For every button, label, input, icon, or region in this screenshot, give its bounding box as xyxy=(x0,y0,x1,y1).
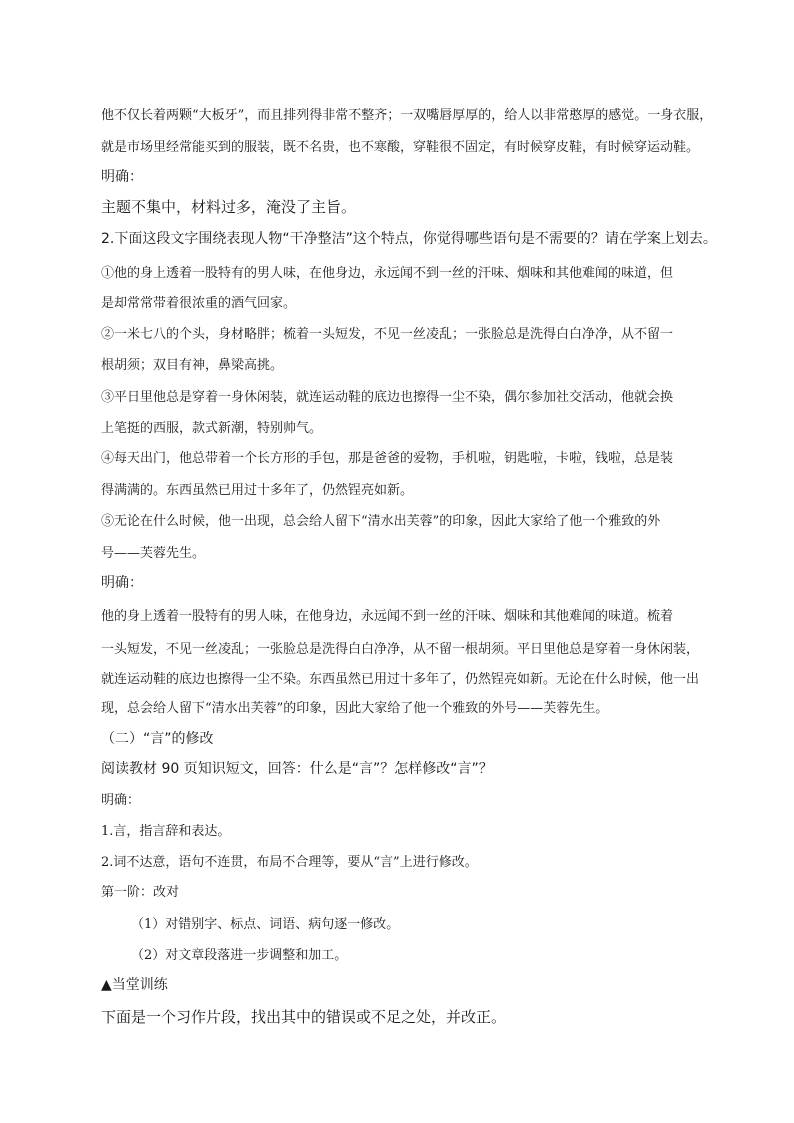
text-line: ③平日里他总是穿着一身休闲装，就连运动鞋的底边也擦得一尘不染，偶尔参加社交活动，他就会换 xyxy=(101,390,674,405)
text-line: 现，总会给人留下“清水出芙蓉”的印象，因此大家给了他一个雅致的外号——芙蓉先生。 xyxy=(101,701,609,716)
text-line: 就连运动鞋的底边也擦得一尘不染。东西虽然已用过十多年了，仍然锃亮如新。无论在什么时候，他一出 xyxy=(101,672,700,687)
answer-label: 明确： xyxy=(101,793,141,808)
text-line: ②一米七八的个头，身材略胖；梳着一头短发，不见一丝凌乱；一张脸总是洗得白白净净，从不留一 xyxy=(101,327,674,342)
list-item: （1）对错别字、标点、词语、病句逐一修改。 xyxy=(131,917,400,932)
text-line: 号——芙蓉先生。 xyxy=(101,546,206,561)
text-line: 根胡须；双目有神，鼻梁高挑。 xyxy=(101,358,284,373)
section-heading: ▲当堂训练 xyxy=(101,977,168,993)
text-line: 就是市场里经常能买到的服装，既不名贵，也不寒酸，穿鞋很不固定，有时候穿皮鞋，有时候穿运动鞋。 xyxy=(101,140,700,155)
answer-label: 明确： xyxy=(101,575,143,591)
question-line: 阅读教材 90 页知识短文，回答：什么是“言”？怎样修改“言”？ xyxy=(101,761,493,777)
question-line: 2.下面这段文字围绕表现人物“干净整洁”这个特点，你觉得哪些语句是不需要的？请在学案上划去。 xyxy=(101,231,717,247)
text-line: 第一阶：改对 xyxy=(101,885,180,900)
text-line: 得满满的。东西虽然已用过十多年了，仍然锃亮如新。 xyxy=(101,483,414,498)
text-line: 上笔挺的西服，款式新潮，特别帅气。 xyxy=(101,421,323,436)
text-line: 一头短发，不见一丝凌乱；一张脸总是洗得白白净净，从不留一根胡须。平日里他总是穿着一身休闲装， xyxy=(101,642,700,657)
text-line: 他不仅长着两颗“大板牙”，而且排列得非常不整齐；一双嘴唇厚厚的，给人以非常憨厚的感觉。一身衣服， xyxy=(101,108,713,123)
text-line: 他的身上透着一股特有的男人味，在他身边，永远闻不到一丝的汗味、烟味和其他难闻的味道。梳着 xyxy=(101,609,674,624)
text-line: 是却常常带着很浓重的酒气回家。 xyxy=(101,296,297,311)
text-line: 1.言，指言辞和表达。 xyxy=(101,824,231,839)
text-line: 下面是一个习作片段，找出其中的错误或不足之处，并改正。 xyxy=(101,1008,507,1026)
text-line: 2.词不达意，语句不连贯，布局不合理等，要从“言”上进行修改。 xyxy=(101,855,478,870)
list-item: （2）对文章段落进一步调整和加工。 xyxy=(131,948,348,963)
answer-label: 明确： xyxy=(101,169,143,185)
text-line: 主题不集中，材料过多，淹没了主旨。 xyxy=(101,198,357,216)
text-line: ④每天出门，他总带着一个长方形的手包，那是爸爸的爱物，手机啦，钥匙啦，卡啦，钱啦，总是装 xyxy=(101,451,674,466)
text-line: ⑤无论在什么时候，他一出现，总会给人留下“清水出芙蓉”的印象，因此大家给了他一个雅致的外 xyxy=(101,514,661,529)
section-heading: （二）“言”的修改 xyxy=(101,731,214,747)
text-line: ①他的身上透着一股特有的男人味，在他身边，永远闻不到一丝的汗味、烟味和其他难闻的味道，但 xyxy=(101,266,674,281)
